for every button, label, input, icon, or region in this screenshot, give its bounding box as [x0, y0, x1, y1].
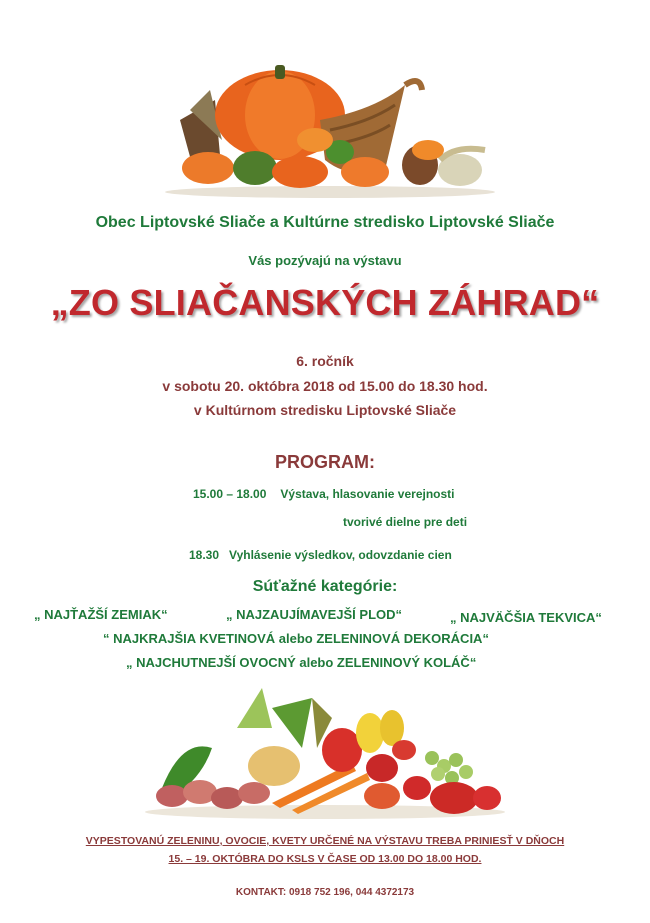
- program-time: 18.30: [189, 548, 220, 562]
- program-text: tvorivé dielne pre deti: [343, 515, 468, 529]
- program-item: [189, 548, 452, 562]
- delivery-note-line2: 15. – 19. OKTÓBRA DO KSLS V ČASE OD 13.00 DO 18.00 HOD.: [168, 853, 482, 865]
- cornucopia-illustration: [160, 60, 500, 200]
- program-time: 15.00 – 18.00: [193, 487, 267, 501]
- exhibition-title: „ZO SLIAČANSKÝCH ZÁHRAD“: [50, 282, 600, 323]
- event-date: v sobotu 20. októbra 2018 od 15.00 do 18.30 hod.: [162, 378, 488, 394]
- category-item: „ NAJVÄČŠIA TEKVICA“: [450, 610, 602, 625]
- category-item: „ NAJŤAŽŠÍ ZEMIAK“: [34, 607, 168, 622]
- program-item: [193, 487, 455, 501]
- organizers-text: Obec Liptovské Sliače a Kultúrne stredisko Liptovské Sliače: [95, 214, 555, 231]
- delivery-note-line1: VYPESTOVANÚ ZELENINU, OVOCIE, KVETY URČENÉ NA VÝSTAVU TREBA PRINIESŤ V DŇOCH: [85, 835, 565, 847]
- categories-heading: Súťažné kategórie:: [252, 578, 398, 595]
- program-text: Vyhlásenie výsledkov, odovzdanie cien: [229, 548, 452, 562]
- vegetables-illustration: [142, 688, 508, 820]
- category-item: „ NAJZAUJÍMAVEJŠÍ PLOD“: [226, 607, 403, 622]
- invite-text: Vás pozývajú na výstavu: [248, 253, 402, 268]
- contact-info: KONTAKT: 0918 752 196, 044 4372173: [235, 887, 415, 898]
- category-item: „ NAJCHUTNEJŠÍ OVOCNÝ alebo ZELENINOVÝ KOLÁČ“: [126, 655, 477, 670]
- program-heading: PROGRAM:: [275, 452, 375, 472]
- program-item: [343, 515, 467, 529]
- edition-text: 6. ročník: [296, 353, 354, 369]
- category-item: “ NAJKRAJŠIA KVETINOVÁ alebo ZELENINOVÁ DEKORÁCIA“: [103, 631, 489, 646]
- program-text: Výstava, hlasovanie verejnosti: [280, 487, 455, 501]
- event-venue: v Kultúrnom stredisku Liptovské Sliače: [193, 402, 457, 418]
